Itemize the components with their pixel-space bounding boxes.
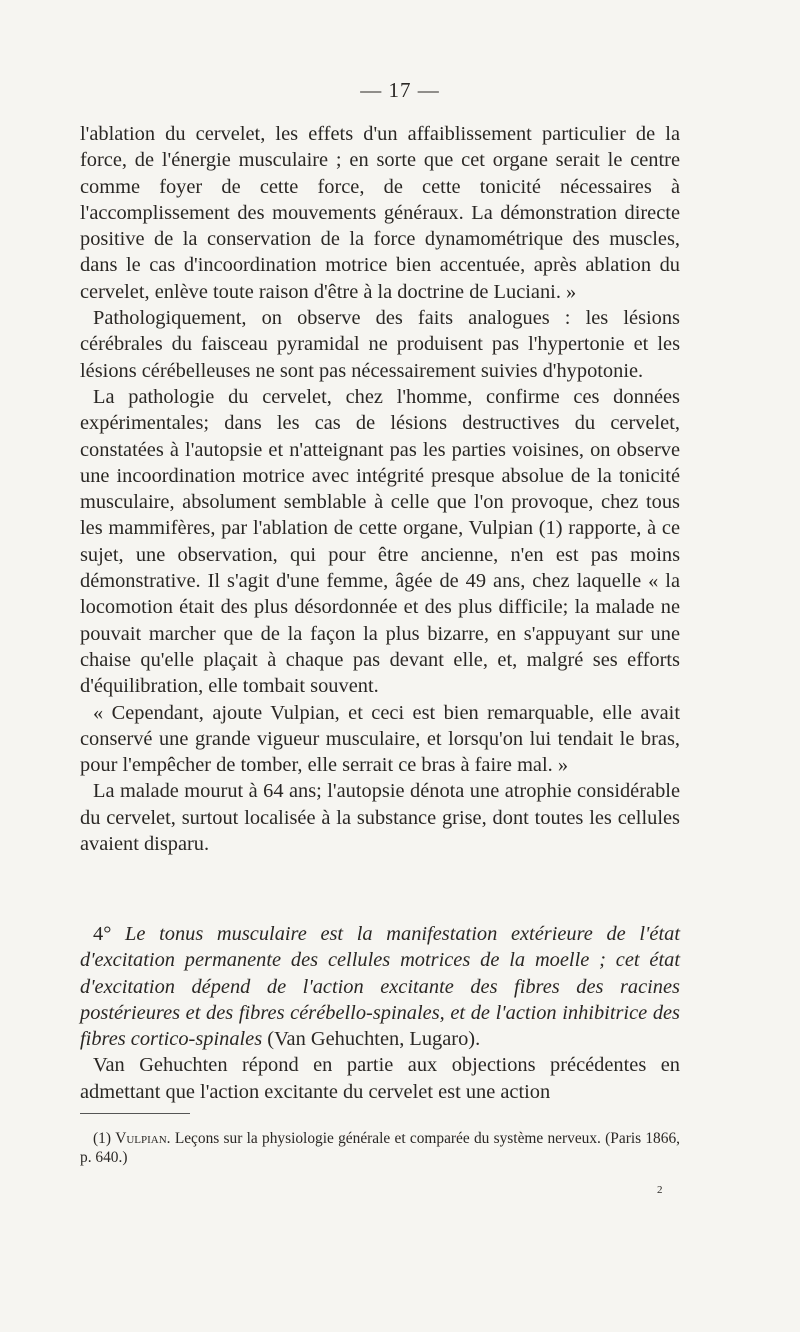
paragraph-5: La malade mourut à 64 ans; l'autopsie dénota une atrophie considérable du cervelet, surtout localisée à la substance grise, dont toutes les cellules avaient disparu. xyxy=(80,780,680,856)
paragraph-1: l'ablation du cervelet, les effets d'un affaiblissement particulier de la force, de l'énergie musculaire ; en sorte que cet organe serait le centre comme foyer de cette force, de cette tonicité nécessaires à l'accomplissement des mouvements généraux. La démonstration directe positive de la conservation de la force dynamométrique des muscles, dans le cas d'incoordination motrice bien accentuée, après ablation du cervelet, enlève toute raison d'être à la doctrine de Luciani. » xyxy=(80,123,680,303)
section-number: 4° xyxy=(93,923,112,945)
footnote-text-line xyxy=(80,1129,680,1167)
section-heading-attribution: (Van Gehuchten, Lugaro). xyxy=(267,1028,481,1051)
footnote-body: Leçons sur la physiologie générale et comparée du système nerveux. (Paris 1866, p. 640.) xyxy=(80,1130,680,1166)
paragraph-3: La pathologie du cervelet, chez l'homme, confirme ces données expérimentales; dans les cas de lésions destructives du cervelet, constatées à l'autopsie et n'atteignant pas les parties voisines, on observe une incoordination motrice avec intégrité presque absolue de la tonicité musculaire, absolument semblable à celle que l'on provoque, chez tous les mammifères, par l'ablation de cette organe, Vulpian (1) rapporte, à ce sujet, une observation, qui pour être ancienne, n'en est pas moins démonstrative. Il s'agit d'une femme, âgée de 49 ans, chez laquelle « la locomotion était des plus désordonnée et des plus difficile; la malade ne pouvait marcher que de la façon la plus bizarre, en s'appuyant sur une chaise qu'elle plaçait à chaque pas devant elle, et, malgré ses efforts d'équilibration, elle tombait souvent. xyxy=(80,385,680,698)
section-heading xyxy=(80,921,680,1052)
section-4 xyxy=(80,921,680,1105)
paragraph-2: Pathologiquement, on observe des faits analogues : les lésions cérébrales du faisceau pyramidal ne produisent pas l'hypertonie et les lésions cérébelleuses ne sont pas nécessairement suivies d'hypotonie. xyxy=(80,307,680,382)
footnote-divider xyxy=(80,1113,190,1114)
signature-mark: 2 xyxy=(657,1184,663,1196)
section-heading-italic: Le tonus musculaire est la manifestation extérieure de l'état d'excitation permanente des cellules motrices de la moelle ; cet état d'excitation dépend de l'action excitante des fibres des racines postérieures et des fibres cérébello-spinales, et de l'action inhibitrice des fibres cortico-spinales xyxy=(80,923,680,1051)
footnote-author: Vulpian. xyxy=(115,1130,171,1147)
page-number: — 17 — xyxy=(360,78,440,102)
paragraph-4: « Cependant, ajoute Vulpian, et ceci est bien remarquable, elle avait conservé une grande vigueur musculaire, et lorsqu'on lui tendait le bras, pour l'empêcher de tomber, elle serrait ce bras à faire mal. » xyxy=(80,701,680,777)
footnote-marker: (1) xyxy=(93,1130,111,1147)
main-text xyxy=(80,121,680,857)
section-paragraph: Van Gehuchten répond en partie aux objections précédentes en admettant que l'action excitante du cervelet est une action xyxy=(80,1054,680,1103)
footnote xyxy=(80,1129,680,1167)
